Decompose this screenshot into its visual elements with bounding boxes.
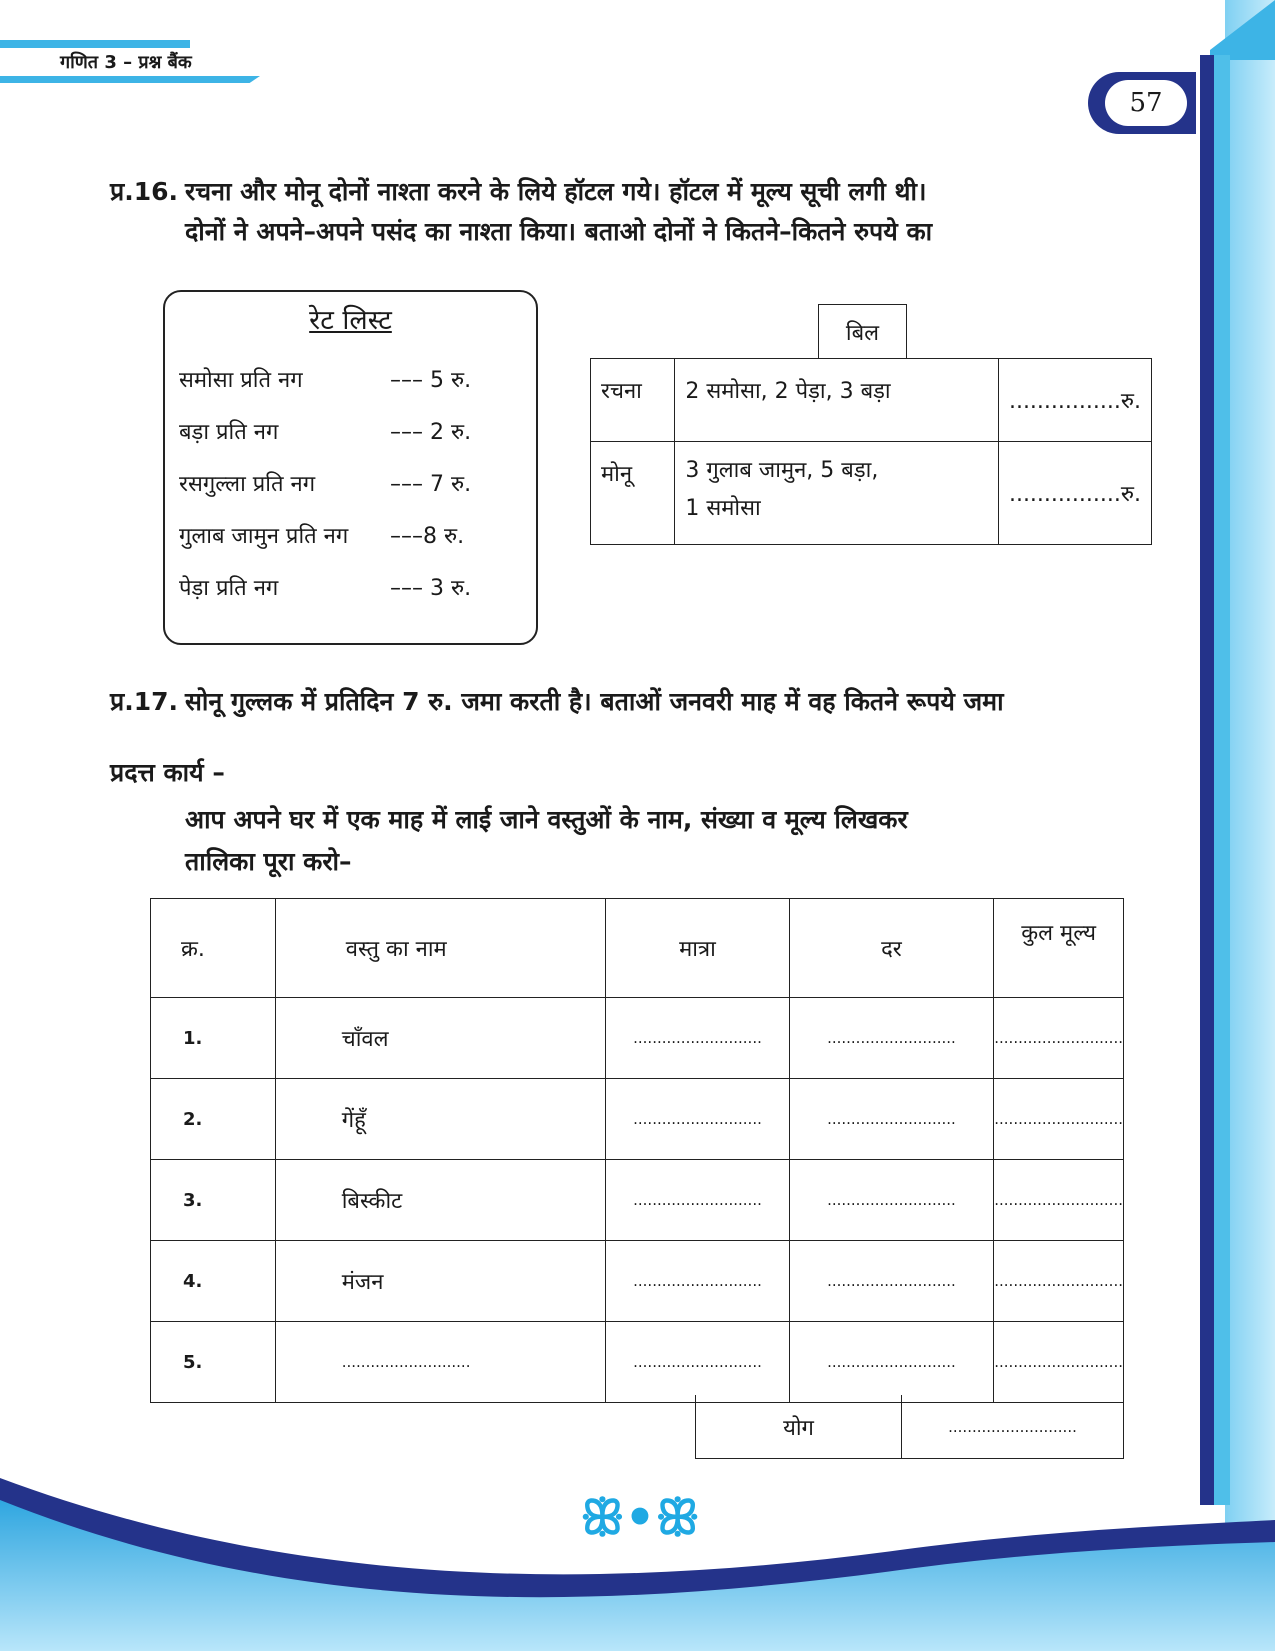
blank-quantity[interactable]: ........................... — [606, 998, 789, 1079]
row-item: बिस्कीट — [275, 1160, 606, 1241]
blank-quantity[interactable]: ........................... — [606, 1241, 789, 1322]
rate-item-name: बड़ा प्रति नग — [179, 420, 279, 445]
header-bar-bottom — [0, 76, 260, 83]
table-row — [151, 1160, 1124, 1241]
bill-items-line1: 2 समोसा, 2 पेड़ा, 3 बड़ा — [685, 379, 891, 404]
row-item: गेंहूँ — [275, 1079, 606, 1160]
total-label: योग — [696, 1395, 902, 1459]
table-row — [151, 998, 1124, 1079]
table-row — [151, 1241, 1124, 1322]
rate-item-name: पेड़ा प्रति नग — [179, 576, 279, 601]
book-title: गणित 3 – प्रश्न बैंक — [60, 52, 192, 73]
assignment-line1: आप अपने घर में एक माह में लाई जाने वस्तुओं के नाम, संख्या व मूल्य लिखकर — [185, 805, 908, 834]
question-17 — [110, 682, 1190, 722]
rate-item-price: ––– 7 रु. — [390, 472, 472, 497]
page-number: 57 — [1105, 80, 1187, 126]
row-sn: 1. — [151, 998, 276, 1079]
bill-label: बिल — [818, 304, 907, 359]
bill-name: मोनू — [591, 442, 675, 545]
blank-quantity[interactable]: ........................... — [606, 1079, 789, 1160]
row-item: मंजन — [275, 1241, 606, 1322]
question-16-line2: दोनों ने अपने–अपने पसंद का नाश्ता किया। बताओ दोनों ने कितने–कितने रुपये का — [185, 217, 933, 246]
blank-rate[interactable]: ........................... — [789, 1079, 994, 1160]
table-row — [591, 359, 1152, 442]
blank-total[interactable]: ........................... — [994, 1160, 1124, 1241]
rate-item-price: –––8 रु. — [390, 524, 465, 549]
blank-total[interactable]: ........................... — [994, 998, 1124, 1079]
row-sn: 4. — [151, 1241, 276, 1322]
rate-list-title: रेट लिस्ट — [309, 305, 392, 336]
header-quantity: मात्रा — [606, 899, 789, 998]
blank-quantity[interactable]: ........................... — [606, 1160, 789, 1241]
blank-rate[interactable]: ........................... — [789, 1322, 994, 1403]
row-item: चाँवल — [275, 998, 606, 1079]
rate-item-price: ––– 2 रु. — [390, 420, 472, 445]
bill-items-line1: 3 गुलाब जामुन, 5 बड़ा, — [685, 458, 879, 483]
bill-items-line2: 1 समोसा — [685, 496, 761, 521]
rate-item-name: समोसा प्रति नग — [179, 368, 303, 393]
blank-quantity[interactable]: ........................... — [606, 1322, 789, 1403]
question-16 — [110, 172, 1170, 212]
question-17-number: प्र.17. — [110, 687, 179, 716]
row-sn: 3. — [151, 1160, 276, 1241]
table-row — [151, 1322, 1124, 1403]
header-sn: क्र. — [151, 899, 276, 998]
header-bar-top — [0, 40, 190, 48]
assignment-line2: तालिका पूरा करो– — [185, 847, 352, 876]
blank-rate[interactable]: ........................... — [789, 998, 994, 1079]
blank-item[interactable]: ........................... — [275, 1322, 606, 1403]
assignment-heading: प्रदत्त कार्य – — [110, 758, 225, 787]
rate-list-box — [163, 290, 538, 645]
header-item: वस्तु का नाम — [275, 899, 606, 998]
bill-amount: ................रु. — [998, 359, 1151, 442]
table-header-row — [151, 899, 1124, 998]
header-rate: दर — [789, 899, 994, 998]
rate-item-price: ––– 3 रु. — [390, 576, 472, 601]
total-row — [695, 1395, 1124, 1459]
rate-item-price: ––– 5 रु. — [390, 368, 472, 393]
bill-amount: ................रु. — [998, 442, 1151, 545]
blank-rate[interactable]: ........................... — [789, 1241, 994, 1322]
blank-total[interactable]: ........................... — [994, 1241, 1124, 1322]
bill-name: रचना — [591, 359, 675, 442]
table-row — [591, 442, 1152, 545]
rate-item-name: गुलाब जामुन प्रति नग — [179, 524, 349, 549]
question-16-number: प्र.16. — [110, 177, 179, 206]
bill-items — [675, 359, 999, 442]
row-sn: 2. — [151, 1079, 276, 1160]
question-16-line1: रचना और मोनू दोनों नाश्ता करने के लिये हॉटल गये। हॉटल में मूल्य सूची लगी थी। — [185, 177, 927, 206]
rate-item-name: रसगुल्ला प्रति नग — [179, 472, 316, 497]
ornament-icon: ꕥ•ꕥ — [580, 1490, 700, 1546]
blank-grand-total[interactable]: ........................... — [948, 1418, 1077, 1436]
header-total: कुल मूल्य — [994, 899, 1124, 998]
question-17-text: सोनू गुल्लक में प्रतिदिन 7 रु. जमा करती है। बताओं जनवरी माह में वह कितने रूपये जमा — [185, 687, 1004, 716]
items-table — [150, 898, 1124, 1403]
bill-table — [590, 358, 1152, 545]
table-row — [151, 1079, 1124, 1160]
blank-rate[interactable]: ........................... — [789, 1160, 994, 1241]
row-sn: 5. — [151, 1322, 276, 1403]
blank-total[interactable]: ........................... — [994, 1079, 1124, 1160]
bill-items — [675, 442, 999, 545]
blank-total[interactable]: ........................... — [994, 1322, 1124, 1403]
